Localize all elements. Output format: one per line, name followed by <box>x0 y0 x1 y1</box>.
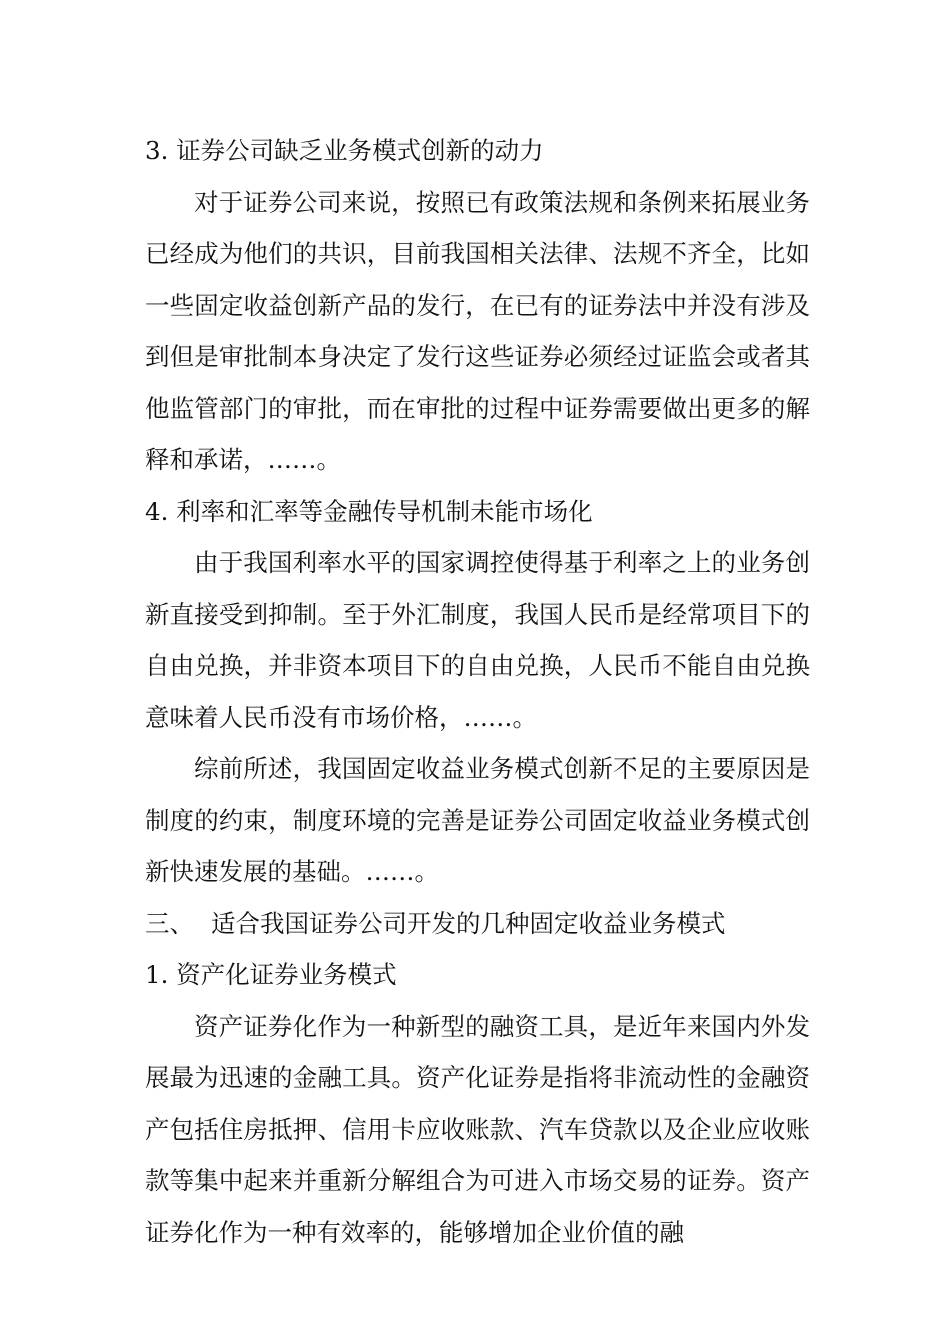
document-body <box>145 125 810 1258</box>
subheading-3: 3. 证券公司缺乏业务模式创新的动力 <box>145 136 544 165</box>
paragraph-securities-firms-motivation: 对于证券公司来说，按照已有政策法规和条例来拓展业务已经成为他们的共识，目前我国相关法律、法规不齐全，比如一些固定收益创新产品的发行，在已有的证券法中并没有涉及到但是审批制本身决定了发行这些证券必须经过证监会或者其他监管部门的审批，而在审批的过程中证券需要做出更多的解释和承诺，……。 <box>145 187 810 474</box>
paragraph-interest-exchange-rates: 由于我国利率水平的国家调控使得基于利率之上的业务创新直接受到抑制。至于外汇制度，我国人民币是经常项目下的自由兑换，并非资本项目下的自由兑换，人民币不能自由兑换意味着人民币没有市场价格，……。 <box>145 548 810 732</box>
subheading-4: 4. 利率和汇率等金融传导机制未能市场化 <box>145 496 593 526</box>
subheading-1: 1. 资产化证券业务模式 <box>145 960 397 989</box>
paragraph-summary: 综前所述，我国固定收益业务模式创新不足的主要原因是制度的约束，制度环境的完善是证券公司固定收益业务模式创新快速发展的基础。……。 <box>145 754 810 886</box>
section-marker: 三、 <box>145 908 194 938</box>
section-heading-3 <box>145 898 810 950</box>
paragraph-asset-securitization: 资产证券化作为一种新型的融资工具，是近年来国内外发展最为迅速的金融工具。资产化证券是指将非流动性的金融资产包括住房抵押、信用卡应收账款、汽车贷款以及企业应收账款等集中起来并重新分解组合为可进入市场交易的证券。资产证券化作为一种有效率的，能够增加企业价值的融 <box>145 1011 810 1247</box>
section-title: 适合我国证券公司开发的几种固定收益业务模式 <box>211 908 726 938</box>
